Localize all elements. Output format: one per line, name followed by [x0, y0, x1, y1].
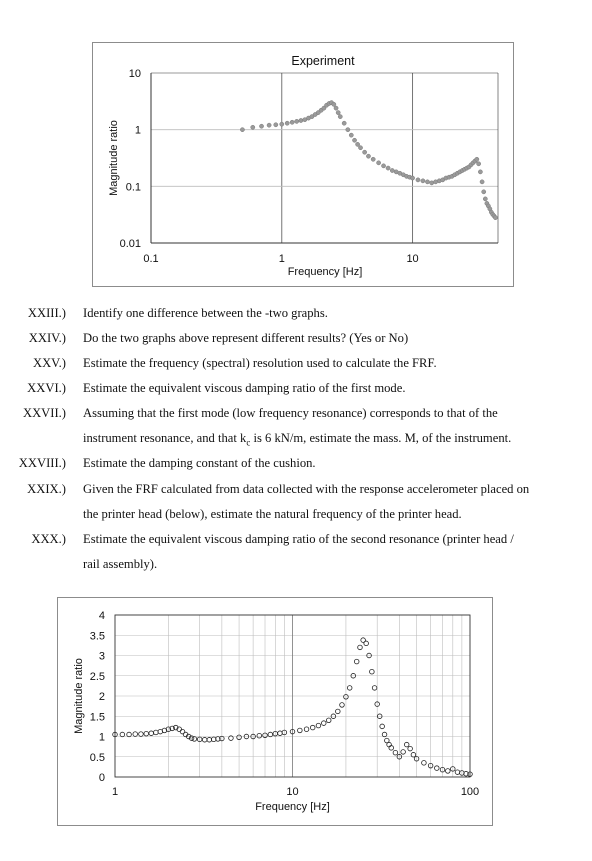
x-tick-label: 10 [286, 786, 299, 798]
data-point [377, 161, 381, 165]
data-point [404, 742, 409, 747]
x-axis-label: Frequency [Hz] [255, 801, 330, 813]
y-tick-label: 2.5 [89, 670, 105, 683]
data-point [382, 732, 387, 737]
data-point [372, 686, 377, 691]
y-tick-label: 1.5 [89, 711, 105, 724]
data-point [482, 190, 486, 194]
data-point [192, 737, 197, 742]
data-point [144, 731, 149, 736]
question-number: XXIII.) [27, 306, 66, 320]
data-point [310, 725, 315, 730]
data-point [371, 157, 375, 161]
data-point [356, 142, 360, 146]
question-text-continued: rail assembly). [83, 557, 158, 571]
data-point [411, 752, 416, 757]
y-tick-label: 0 [98, 772, 105, 784]
data-point [477, 162, 481, 166]
data-point [358, 645, 363, 650]
question-text: Estimate the equivalent viscous damping ratio of the first mode. [83, 381, 406, 395]
data-point [434, 766, 439, 771]
data-point [389, 746, 394, 751]
data-point [336, 709, 341, 714]
y-axis-label: Magnitude ratio [108, 120, 120, 196]
data-point [295, 119, 299, 123]
question-number: XXV.) [32, 356, 66, 370]
data-point [240, 128, 244, 132]
data-point [334, 106, 338, 110]
question-text: Given the FRF calculated from data collected with the response accelerometer placed on [83, 482, 530, 496]
x-tick-label: 1 [111, 786, 119, 798]
question-number: XXIV.) [28, 331, 66, 345]
x-tick-label: 1 [278, 253, 285, 265]
data-point [332, 102, 336, 106]
data-point [268, 732, 273, 737]
x-tick-label: 10 [406, 253, 419, 265]
y-tick-label: 3.5 [89, 630, 105, 643]
y-tick-label: 0.5 [89, 751, 105, 764]
data-point [257, 733, 262, 738]
data-point [346, 128, 350, 132]
x-tick-label: 0.1 [143, 253, 159, 265]
data-point [338, 115, 342, 119]
question-text: Assuming that the first mode (low frequency resonance) corresponds to that of the [83, 406, 498, 420]
question-number: XXIX.) [27, 482, 66, 496]
data-point [358, 146, 362, 150]
data-point [321, 721, 326, 726]
question-text: Estimate the frequency (spectral) resolution used to calculate the FRF. [83, 356, 437, 370]
data-point [280, 122, 284, 126]
question-number: XXVII.) [22, 406, 66, 420]
data-point [278, 731, 283, 736]
data-point [421, 179, 425, 183]
x-axis-label: Frequency [Hz] [287, 266, 363, 278]
data-point [416, 178, 420, 182]
data-point [493, 216, 497, 220]
data-point [342, 121, 346, 125]
question-text: Do the two graphs above represent different results? (Yes or No) [83, 331, 409, 345]
data-point [326, 718, 331, 723]
question-text: Estimate the damping constant of the cushion. [83, 456, 316, 470]
y-tick-label: 4 [98, 610, 105, 622]
data-point [139, 732, 144, 737]
data-point [370, 669, 375, 674]
data-point [316, 723, 321, 728]
data-point [425, 180, 429, 184]
question-number: XXVI.) [27, 381, 66, 395]
y-axis-label: Magnitude ratio [73, 658, 85, 734]
y-tick-label: 0.1 [125, 181, 141, 194]
data-point [446, 769, 451, 774]
data-point [354, 659, 359, 664]
data-point [430, 181, 434, 185]
data-point [349, 133, 353, 137]
data-point [480, 180, 484, 184]
printer-head-chart-svg [58, 598, 492, 825]
data-point [267, 123, 271, 127]
question-text: Estimate the equivalent viscous damping ratio of the second resonance (printer head / [83, 532, 514, 546]
experiment-chart-svg [93, 43, 513, 286]
y-tick-label: 10 [128, 68, 141, 80]
data-point [347, 686, 352, 691]
question-text-part: instrument resonance, and that k [83, 431, 247, 445]
y-tick-label: 0.01 [119, 238, 141, 250]
data-point [290, 120, 294, 124]
data-point [408, 746, 413, 751]
x-tick-label: 100 [460, 786, 480, 798]
data-point [422, 761, 427, 766]
data-point [207, 737, 212, 742]
experiment-chart [92, 42, 514, 287]
data-point [410, 176, 414, 180]
data-point [304, 727, 309, 732]
chart-title: Experiment [291, 54, 355, 68]
data-point [401, 750, 406, 755]
data-point [120, 732, 125, 737]
question-text: Identify one difference between the -two graphs. [83, 306, 328, 320]
data-point [202, 737, 207, 742]
y-tick-label: 1 [98, 731, 105, 744]
data-point [285, 121, 289, 125]
data-point [393, 750, 398, 755]
data-point [274, 123, 278, 127]
printer-head-chart [57, 597, 493, 826]
data-point [387, 742, 392, 747]
data-point [259, 124, 263, 128]
data-point [475, 157, 479, 161]
data-point [478, 170, 482, 174]
data-point [380, 724, 385, 729]
data-point [251, 125, 255, 129]
data-point [364, 641, 369, 646]
question-number: XXX.) [31, 532, 66, 546]
data-point [390, 168, 394, 172]
data-point [363, 150, 367, 154]
question-text-continued: the printer head (below), estimate the natural frequency of the printer head. [83, 507, 462, 521]
question-number: XXVIII.) [18, 456, 66, 470]
data-point [386, 166, 390, 170]
y-tick-label: 3 [98, 650, 105, 663]
data-point [133, 732, 138, 737]
data-point [154, 730, 159, 735]
question-text-part: is 6 kN/m, estimate the mass. M, of the instrument. [250, 431, 512, 445]
data-point [483, 197, 487, 201]
data-point [299, 118, 303, 122]
data-point [340, 703, 345, 708]
data-point [352, 138, 356, 142]
data-point [336, 111, 340, 115]
subscript-c: c [246, 437, 251, 448]
data-point [366, 154, 370, 158]
data-point [381, 164, 385, 168]
data-point [455, 770, 460, 775]
y-tick-label: 2 [98, 691, 105, 703]
y-tick-label: 1 [134, 124, 141, 137]
data-point [149, 731, 154, 736]
data-point [298, 728, 303, 733]
data-point [127, 732, 132, 737]
